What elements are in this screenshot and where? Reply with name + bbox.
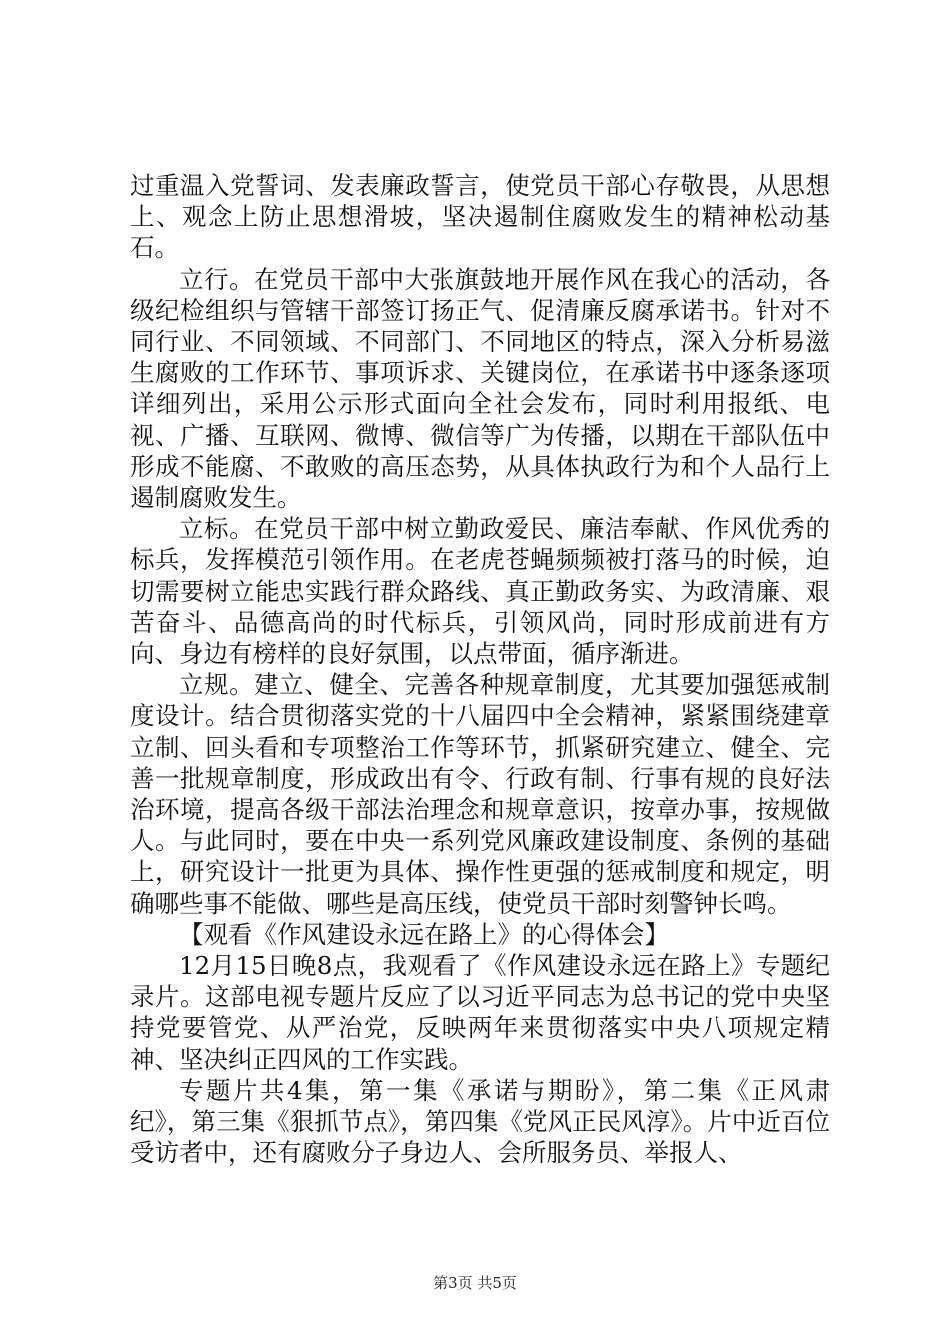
paragraph-continuation: 过重温入党誓词、发表廉政誓言，使党员干部心存敬畏，从思想上、观念上防止思想滑坡，坚决遏制住腐败发生的精神松动基石。 <box>130 171 830 263</box>
paragraph-li-gui: 立规。建立、健全、完善各种规章制度，尤其要加强惩戒制度设计。结合贯彻落实党的十八届四中全会精神，紧紧围绕建章立制、回头看和专项整治工作等环节，抓紧研究建立、健全、完善一批规章制度，形成政出有令、行政有制、行事有规的良好法治环境，提高各级干部法治理念和规章意识，按章办事，按规做人。与此同时，要在中央一系列党风廉政建设制度、条例的基础上，研究设计一批更为具体、操作性更强的惩戒制度和规定，明确哪些事不能做、哪些是高压线，使党员干部时刻警钟长鸣。 <box>130 670 830 918</box>
paragraph-viewing-intro: 12月15日晚8点，我观看了《作风建设永远在路上》专题纪录片。这部电视专题片反应了以习近平同志为总书记的党中央坚持党要管党、从严治党，反映两年来贯彻落实中央八项规定精神、坚决纠正四风的工作实践。 <box>130 951 830 1074</box>
document-body <box>130 170 830 1169</box>
paragraph-episodes: 专题片共4集，第一集《承诺与期盼》，第二集《正风肃纪》，第三集《狠抓节点》，第四集《党风正民风淳》。片中近百位受访者中，还有腐败分子身边人、会所服务员、举报人、 <box>130 1075 830 1168</box>
section-heading: 【观看《作风建设永远在路上》的心得体会】 <box>179 919 669 949</box>
paragraph-li-xing: 立行。在党员干部中大张旗鼓地开展作风在我心的活动，各级纪检组织与管辖干部签订扬正气、促清廉反腐承诺书。针对不同行业、不同领域、不同部门、不同地区的特点，深入分析易滋生腐败的工作环节、事项诉求、关键岗位，在承诺书中逐条逐项详细列出，采用公示形式面向全社会发布，同时利用报纸、电视、广播、互联网、微博、微信等广为传播，以期在干部队伍中形成不能腐、不敢败的高压态势，从具体执政行为和个人品行上遏制腐败发生。 <box>130 264 830 513</box>
page-number-footer: 第3页 共5页 <box>433 1274 517 1292</box>
paragraph-li-biao: 立标。在党员干部中树立勤政爱民、廉洁奉献、作风优秀的标兵，发挥模范引领作用。在老虎苍蝇频频被打落马的时候，迫切需要树立能忠实践行群众路线、真正勤政务实、为政清廉、艰苦奋斗、品德高尚的时代标兵，引领风尚，同时形成前进有方向、身边有榜样的良好氛围，以点带面，循序渐进。 <box>130 514 830 669</box>
